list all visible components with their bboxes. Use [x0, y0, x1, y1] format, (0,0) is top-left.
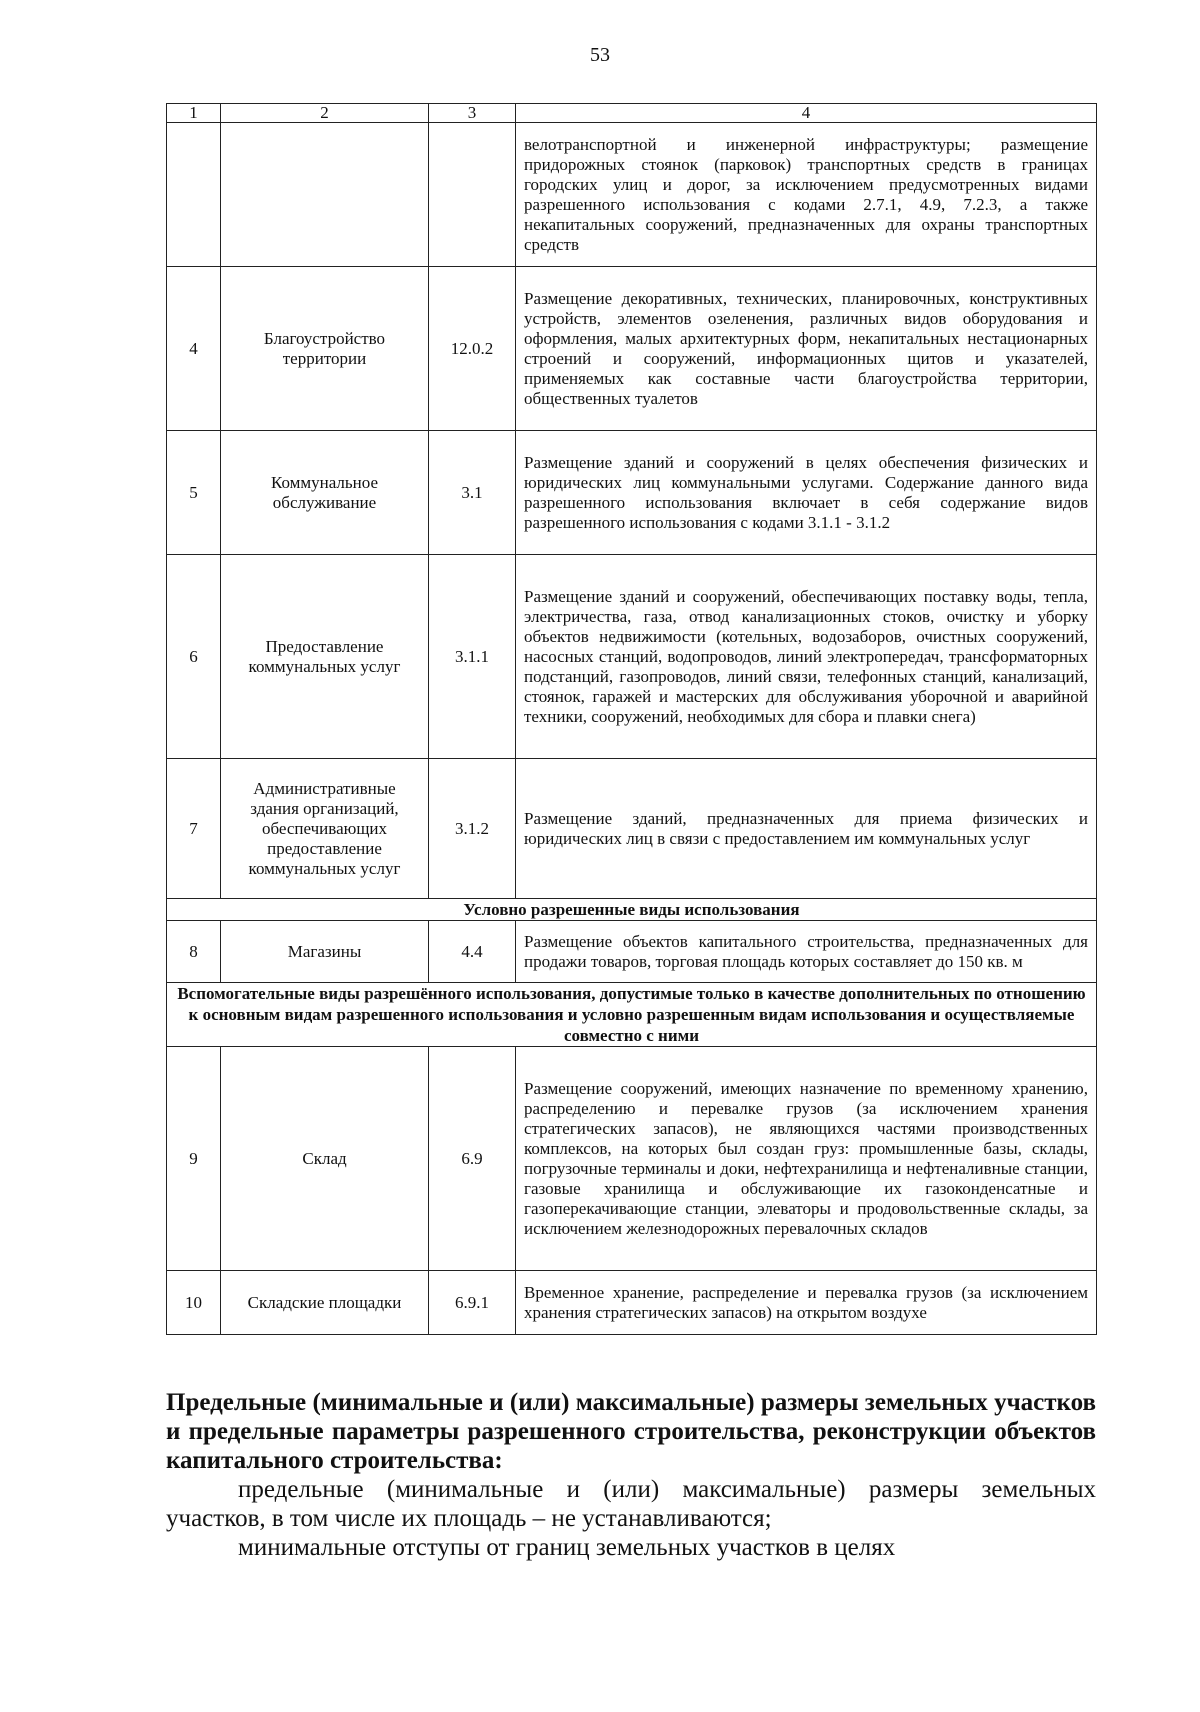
page-number: 53: [590, 44, 610, 66]
section-title-auxiliary: Вспомогательные виды разрешённого использования, допустимые только в качестве дополнительных по отношению к основным видам разрешенного использования и условно разрешенным видам использования и осуществляемые совместно с ними: [167, 983, 1097, 1047]
row-description: Размещение сооружений, имеющих назначение по временному хранению, распределению и перевалке грузов (за исключением хранения стратегических запасов), не являющихся частями производственных комплексов, на которых был создан груз: промышленные базы, склады, погрузочные терминалы и доки, нефтехранилища и нефтеналивные станции, газовые хранилища и обслуживающие их газоконденсатные и газоперекачивающие станции, элеваторы и продовольственные склады, за исключением железнодорожных перевалочных складов: [516, 1047, 1097, 1271]
table-body-main: [167, 123, 1097, 899]
row-code: 12.0.2: [429, 267, 516, 431]
row-code: [429, 123, 516, 267]
row-name: Склад: [221, 1047, 429, 1271]
row-name: Магазины: [221, 921, 429, 983]
section-title-conditional: Условно разрешенные виды использования: [167, 899, 1097, 921]
section-row-auxiliary: [167, 983, 1097, 1047]
row-number: 8: [167, 921, 221, 983]
row-number: 5: [167, 431, 221, 555]
header-col-3: 3: [429, 104, 516, 123]
row-name: Складские площадки: [221, 1271, 429, 1335]
row-name: Благоустройство территории: [221, 267, 429, 431]
row-name: Коммунальное обслуживание: [221, 431, 429, 555]
row-number: 10: [167, 1271, 221, 1335]
table-row: [167, 759, 1097, 899]
row-number: 9: [167, 1047, 221, 1271]
header-col-4: 4: [516, 104, 1097, 123]
header-col-2: 2: [221, 104, 429, 123]
row-name: Административные здания организаций, обеспечивающих предоставление коммунальных услуг: [221, 759, 429, 899]
table-row: [167, 267, 1097, 431]
table-row: [167, 1047, 1097, 1271]
row-name: [221, 123, 429, 267]
row-number: 4: [167, 267, 221, 431]
paragraph-setbacks: минимальные отступы от границ земельных участков в целях: [238, 1534, 896, 1561]
row-number: 6: [167, 555, 221, 759]
row-description: Размещение зданий и сооружений в целях обеспечения физических и юридических лиц коммунальными услугами. Содержание данного вида разрешенного использования включает в себя содержание видов разрешенного использования с кодами 3.1.1 - 3.1.2: [516, 431, 1097, 555]
row-code: 6.9: [429, 1047, 516, 1271]
table-row: [167, 555, 1097, 759]
row-description: Размещение объектов капитального строительства, предназначенных для продажи товаров, торговая площадь которых составляет до 150 кв. м: [516, 921, 1097, 983]
row-description: Размещение декоративных, технических, планировочных, конструктивных устройств, элементов озеленения, различных видов оборудования и оформления, малых архитектурных форм, некапитальных нестационарных строений и сооружений, информационных щитов и указателей, применяемых как составные части благоустройства территории, общественных туалетов: [516, 267, 1097, 431]
section-row-conditional: [167, 899, 1097, 921]
row-number: [167, 123, 221, 267]
table-row: [167, 123, 1097, 267]
table-body-auxiliary: [167, 1047, 1097, 1335]
row-code: 4.4: [429, 921, 516, 983]
row-name: Предоставление коммунальных услуг: [221, 555, 429, 759]
header-col-1: 1: [167, 104, 221, 123]
row-number: 7: [167, 759, 221, 899]
limits-heading: Предельные (минимальные и (или) максимальные) размеры земельных участков и предельные параметры разрешенного строительства, реконструкции объектов капитального строительства:: [166, 1389, 1096, 1474]
table-row: [167, 921, 1097, 983]
row-description: велотранспортной и инженерной инфраструктуры; размещение придорожных стоянок (парковок) транспортных средств в границах городских улиц и дорог, за исключением предусмотренных видами разрешенного использования с кодами 2.7.1, 4.9, 7.2.3, а также некапитальных сооружений, предназначенных для охраны транспортных средств: [516, 123, 1097, 267]
row-code: 3.1.1: [429, 555, 516, 759]
paragraph-land-size: предельные (минимальные и (или) максимальные) размеры земельных участков, в том числе их площадь – не устанавливаются;: [166, 1476, 1096, 1532]
row-code: 3.1: [429, 431, 516, 555]
closing-text: [166, 1388, 1096, 1562]
row-code: 3.1.2: [429, 759, 516, 899]
row-code: 6.9.1: [429, 1271, 516, 1335]
table-row: [167, 1271, 1097, 1335]
table-header-row: [167, 104, 1097, 123]
table-row: [167, 431, 1097, 555]
row-description: Размещение зданий и сооружений, обеспечивающих поставку воды, тепла, электричества, газа, отвод канализационных стоков, очистку и уборку объектов недвижимости (котельных, водозаборов, очистных сооружений, насосных станций, водопроводов, линий электропередач, трансформаторных подстанций, газопроводов, линий связи, телефонных станций, канализаций, стоянок, гаражей и мастерских для обслуживания уборочной и аварийной техники, сооружений, необходимых для сбора и плавки снега): [516, 555, 1097, 759]
row-description: Временное хранение, распределение и перевалка грузов (за исключением хранения стратегических запасов) на открытом воздухе: [516, 1271, 1097, 1335]
table-body-conditional: [167, 921, 1097, 983]
land-use-table: [166, 103, 1097, 1335]
row-description: Размещение зданий, предназначенных для приема физических и юридических лиц в связи с предоставлением им коммунальных услуг: [516, 759, 1097, 899]
